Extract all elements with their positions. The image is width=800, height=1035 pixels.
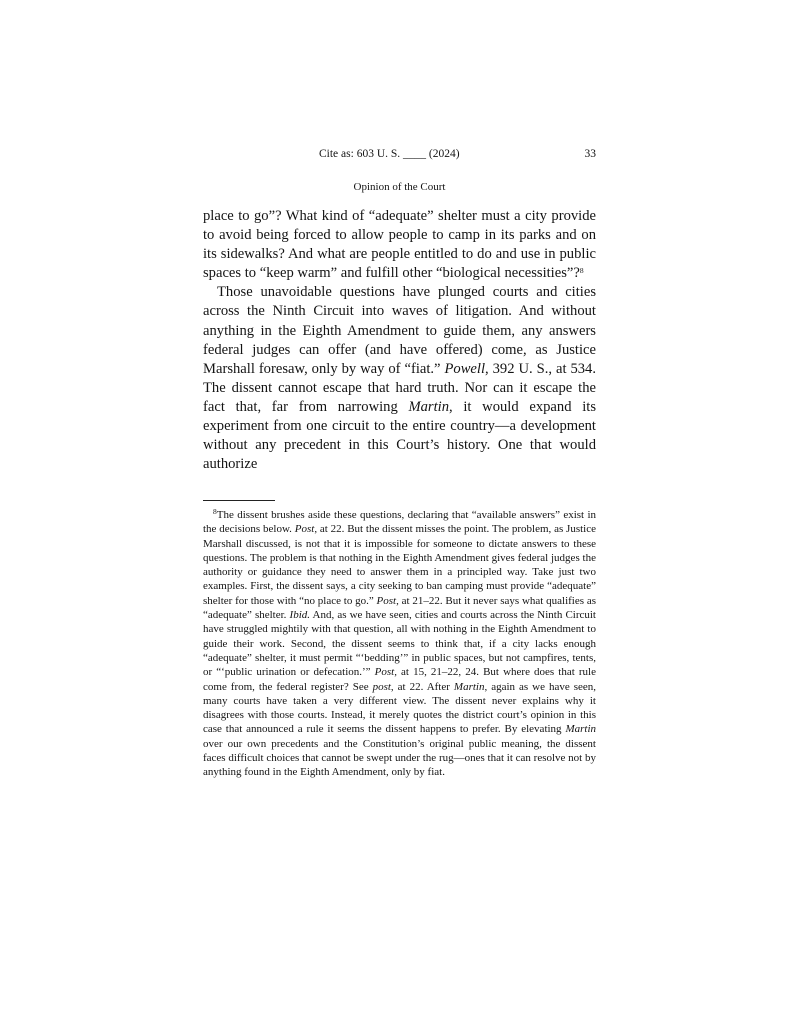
- footnote-text-1: The dissent brushes aside these questions, declaring that “available answers” exist in the decisions below.: [203, 509, 596, 536]
- footnote-text-3: , at 21–22. But it never says what qualifies as “adequate” shelter.: [203, 594, 596, 622]
- running-header: [203, 148, 596, 164]
- paragraph-2-part-c: , it would expand its experiment from one circuit to the entire country—a development without any precedent in this Court’s history. One that would authorize: [203, 398, 596, 473]
- footnote-post-2: Post: [376, 594, 397, 607]
- paragraph-1: [203, 207, 596, 283]
- footnote-text-2: , at 22. But the dissent misses the point. The problem, as Justice Marshall discussed, is not that it is impossible for someone to dictate answers to these questions. The problem is that nothing in the Eighth Amendment gives federal judges the authority or guidance they need to answer them in a principled way. Take just two examples. First, the dissent says, a city seeking to ban camping must provide “adequate” shelter for those with “no place to go.”: [203, 523, 596, 607]
- page-number: 33: [584, 148, 596, 160]
- footnote-8: [203, 508, 596, 780]
- paragraph-1-text: place to go”? What kind of “adequate” shelter must a city provide to avoid being forced to allow people to camp in its parks and on its sidewalks? And what are people entitled to do and use in public spaces to “keep warm” and fulfill other “biological necessities”?: [203, 208, 596, 282]
- footnote-text-6: , at 22. After: [390, 680, 454, 693]
- body-text: [203, 207, 596, 474]
- paragraph-2-part-b: , 392 U. S., at 534. The dissent cannot escape that hard truth. Nor can it escape the fact that, far from narrowing: [203, 360, 596, 415]
- footnote-text-8: over our own precedents and the Constitution’s original public meaning, the dissent faces difficult choices that cannot be swept under the rug—ones that it can resolve not by anything found in the Eighth Amendment, only by fiat.: [203, 737, 596, 779]
- case-name-martin: Martin: [408, 398, 450, 415]
- footnote-divider: [203, 500, 275, 501]
- citation-header: Cite as: 603 U. S. ____ (2024): [319, 148, 460, 160]
- case-name-powell: Powell: [444, 360, 486, 377]
- paragraph-2: [203, 283, 596, 474]
- footnote-martin-2: Martin: [565, 723, 596, 736]
- footnote-marker: 8: [213, 507, 217, 516]
- footnote-text-5: , at 15, 21–22, 24. But where does that rule come from, the federal register? See: [203, 666, 596, 693]
- footnote-post-4: post: [372, 680, 391, 693]
- opinion-label: Opinion of the Court: [353, 181, 446, 193]
- footnote-reference[interactable]: 8: [579, 266, 584, 276]
- footnote-martin-1: Martin: [453, 680, 485, 693]
- footnote-ibid: Ibid.: [289, 609, 311, 622]
- footnote-text-4: And, as we have seen, cities and courts across the Ninth Circuit have struggled mightily with that question, all with nothing in the Eighth Amendment to guide their work. Second, the dissent seems to think that, if a city lacks enough “adequate” shelter, it must permit “‘bedding’” in public spaces, but not campfires, tents, or “‘public urination or defecation.’”: [203, 609, 596, 679]
- paragraph-2-part-a: Those unavoidable questions have plunged courts and cities across the Ninth Circuit into waves of litigation. And without anything in the Eighth Amendment to guide them, any answers federal judges can offer (and have offered) come, as Justice Marshall foresaw, only by way of “fiat.”: [203, 284, 596, 377]
- footnote-post-1: Post: [294, 523, 315, 536]
- footnote-text-7: , again as we have seen, many courts have taken a very different view. The dissent never explains why it disagrees with those courts. Instead, it merely quotes the district court’s opinion in this case that announced a rule it seems the dissent happens to prefer. By elevating: [203, 680, 597, 736]
- footnote-post-3: Post: [374, 666, 395, 679]
